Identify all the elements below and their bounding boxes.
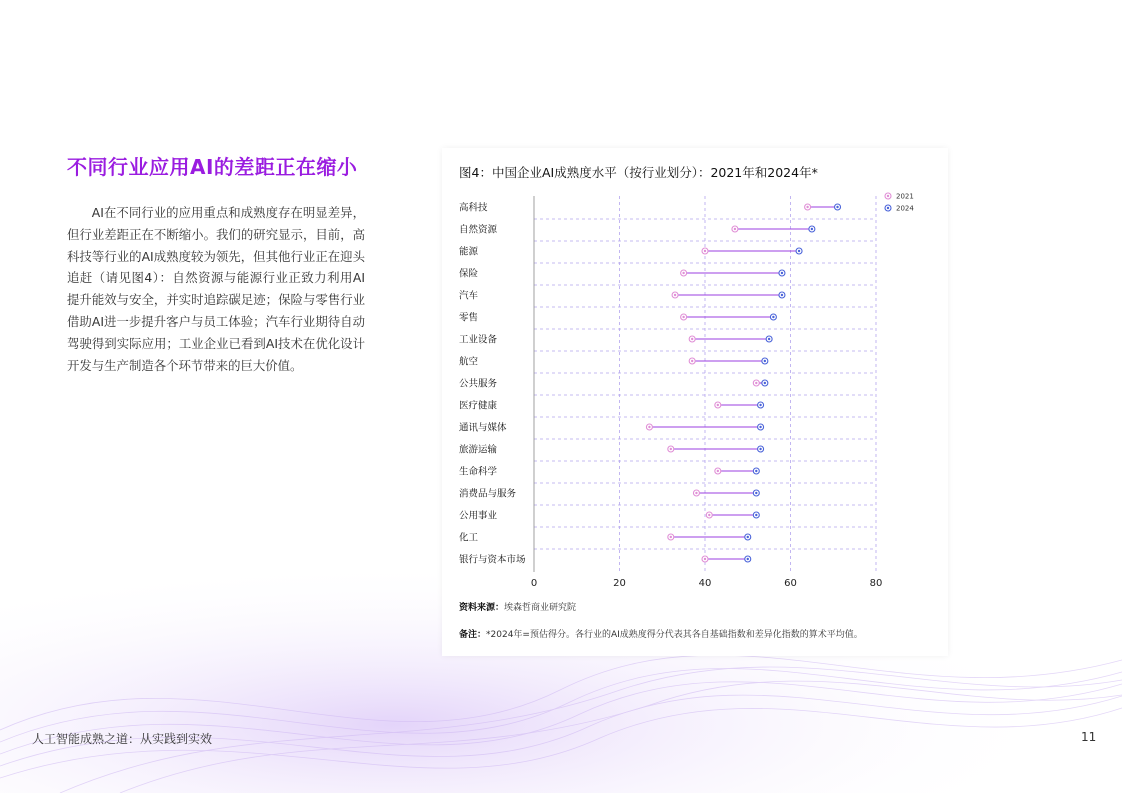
category-label: 化工 [459,532,479,544]
point-2021-center [670,448,672,450]
category-label: 公共服务 [459,378,498,390]
point-2021-center [717,470,719,472]
legend-marker-center [887,195,889,197]
point-2021-center [682,272,684,274]
category-label: 生命科学 [459,466,498,478]
point-2024-center [755,492,757,494]
category-label: 能源 [459,246,479,258]
point-2024-center [764,360,766,362]
point-2024-center [781,272,783,274]
point-2021-center [674,294,676,296]
point-2024-center [755,514,757,516]
category-label: 消费品与服务 [459,488,517,500]
x-tick-label: 40 [698,578,712,589]
page-number: 11 [1081,730,1097,744]
point-2021-center [691,338,693,340]
point-2024-center [781,294,783,296]
point-2021-center [670,536,672,538]
category-label: 医疗健康 [459,400,498,412]
point-2024-center [747,558,749,560]
point-2021-center [682,316,684,318]
point-2024-center [798,250,800,252]
category-label: 通讯与媒体 [459,422,507,434]
point-2024-center [755,470,757,472]
point-2021-center [691,360,693,362]
point-2021-center [695,492,697,494]
legend-label: 2021 [896,192,914,201]
point-2021-center [755,382,757,384]
category-label: 汽车 [459,290,479,302]
figure-card [442,148,948,656]
source-line [459,600,576,613]
point-2021-center [717,404,719,406]
point-2024-center [768,338,770,340]
category-label: 旅游运输 [459,444,498,456]
body-paragraph: AI在不同行业的应用重点和成熟度存在明显差异，但行业差距正在不断缩小。我们的研究显示，目前，高科技等行业的AI成熟度较为领先，但其他行业正在迎头追赶（请见图4）：自然资源与能源行业正致力利用AI提升能效与安全，并实时追踪碳足迹；保险与零售行业借助AI进一步提升客户与员工体验；汽车行业期待自动驾驶得到实际应用；工业企业已看到AI技术在优化设计开发与生产制造各个环节带来的巨大价值。 [67,205,365,373]
point-2024-center [772,316,774,318]
point-2021-center [704,558,706,560]
category-label: 银行与资本市场 [459,554,526,566]
source-label: 资料来源： [459,603,505,613]
point-2021-center [704,250,706,252]
note-line [459,627,863,640]
category-label: 高科技 [459,202,488,214]
dumbbell-chart [442,148,948,598]
point-2024-center [836,206,838,208]
point-2024-center [759,404,761,406]
x-tick-label: 80 [869,578,883,589]
point-2021-center [806,206,808,208]
point-2024-center [759,426,761,428]
category-label: 自然资源 [459,224,498,236]
source-text: 埃森哲商业研究院 [504,603,577,613]
point-2021-center [708,514,710,516]
category-label: 公用事业 [459,510,498,522]
category-label: 工业设备 [459,334,498,346]
point-2024-center [764,382,766,384]
category-label: 保险 [459,268,479,280]
point-2024-center [747,536,749,538]
figure-title: 图4：中国企业AI成熟度水平（按行业划分）：2021年和2024年* [459,165,818,180]
section-heading: 不同行业应用AI的差距正在缩小 [67,155,358,179]
footer-report-title: 人工智能成熟之道：从实践到实效 [32,732,213,746]
category-label: 航空 [459,356,479,368]
category-label: 零售 [459,312,479,324]
point-2024-center [759,448,761,450]
point-2024-center [811,228,813,230]
x-tick-label: 0 [530,578,538,589]
note-label: 备注： [459,630,487,640]
x-tick-label: 60 [784,578,797,589]
point-2021-center [648,426,650,428]
legend-label: 2024 [896,204,914,213]
legend-marker-center [887,207,889,209]
x-tick-label: 20 [613,578,626,589]
note-text: *2024年=预估得分。各行业的AI成熟度得分代表其各自基础指数和差异化指数的算术平均值。 [486,630,863,640]
point-2021-center [734,228,736,230]
